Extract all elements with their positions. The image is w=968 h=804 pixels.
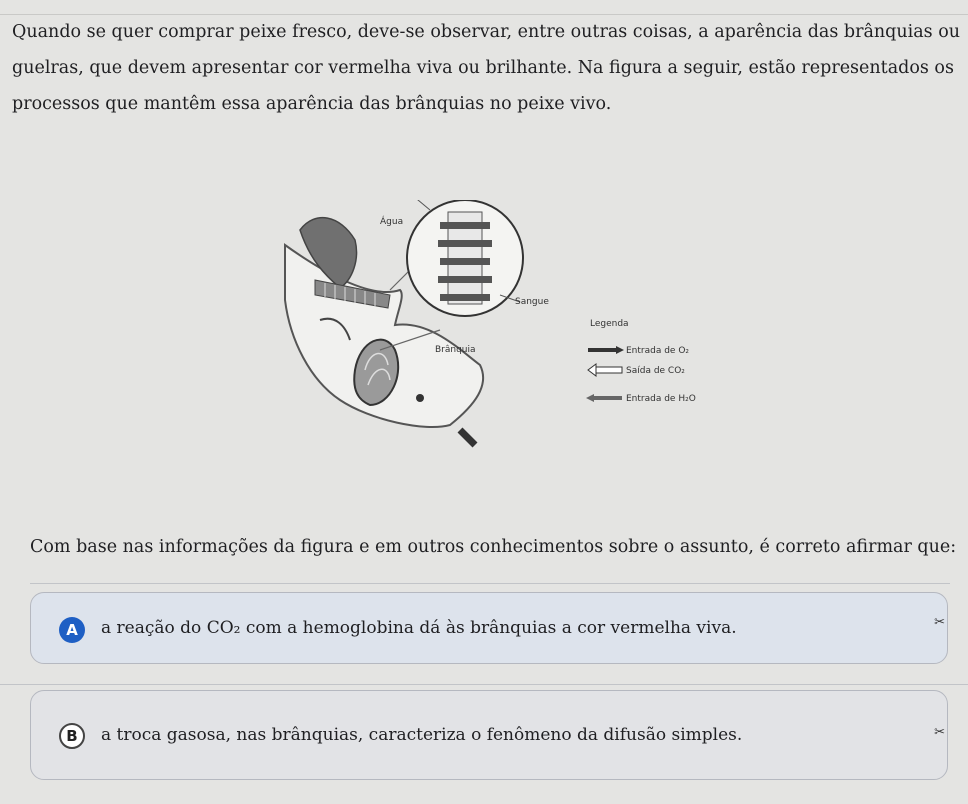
divider-line: [30, 583, 950, 584]
option-a-formula: CO₂: [206, 618, 241, 638]
option-b-badge[interactable]: B: [59, 723, 85, 749]
fish-gill-figure: [280, 200, 760, 450]
divider-line: [0, 684, 968, 685]
label-branquia: Brânquia: [435, 345, 476, 355]
legend-co2-label: Saída de CO₂: [626, 366, 685, 376]
option-b-text: a troca gasosa, nas brânquias, caracteriza o fenômeno da difusão simples.: [101, 725, 743, 745]
option-b[interactable]: [30, 690, 948, 780]
water-entry-arrow: [460, 430, 475, 445]
legend-o2-label: Entrada de O₂: [626, 346, 690, 356]
scissors-icon[interactable]: ✂: [934, 725, 945, 740]
legend-co2-arrow: [596, 367, 622, 373]
legend-h2o-label: Entrada de H₂O: [626, 394, 696, 404]
scissors-icon[interactable]: ✂: [934, 615, 945, 630]
label-sangue: Sangue: [515, 297, 549, 307]
fish-gill-diagram: [280, 200, 760, 450]
option-a[interactable]: [30, 592, 948, 664]
question-intro: Quando se quer comprar peixe fresco, deve-se observar, entre outras coisas, a aparência das brânquias ou guelras, que devem apresentar cor vermelha viva ou brilhante. Na figura a seguir, estão representados os processos que mantêm essa aparência das brânquias no peixe vivo.: [12, 22, 961, 114]
legend-title: Legenda: [590, 319, 629, 329]
option-a-text-before: a reação do: [101, 618, 202, 638]
fish-eye: [416, 394, 424, 402]
option-a-text: [101, 618, 737, 638]
option-a-badge[interactable]: A: [59, 617, 85, 643]
option-a-text-after: com a hemoglobina dá às brânquias a cor vermelha viva.: [245, 618, 737, 638]
label-agua: Água: [380, 217, 404, 227]
question-text: Com base nas informações da figura e em outros conhecimentos sobre o assunto, é correto afirmar que:: [30, 537, 957, 557]
